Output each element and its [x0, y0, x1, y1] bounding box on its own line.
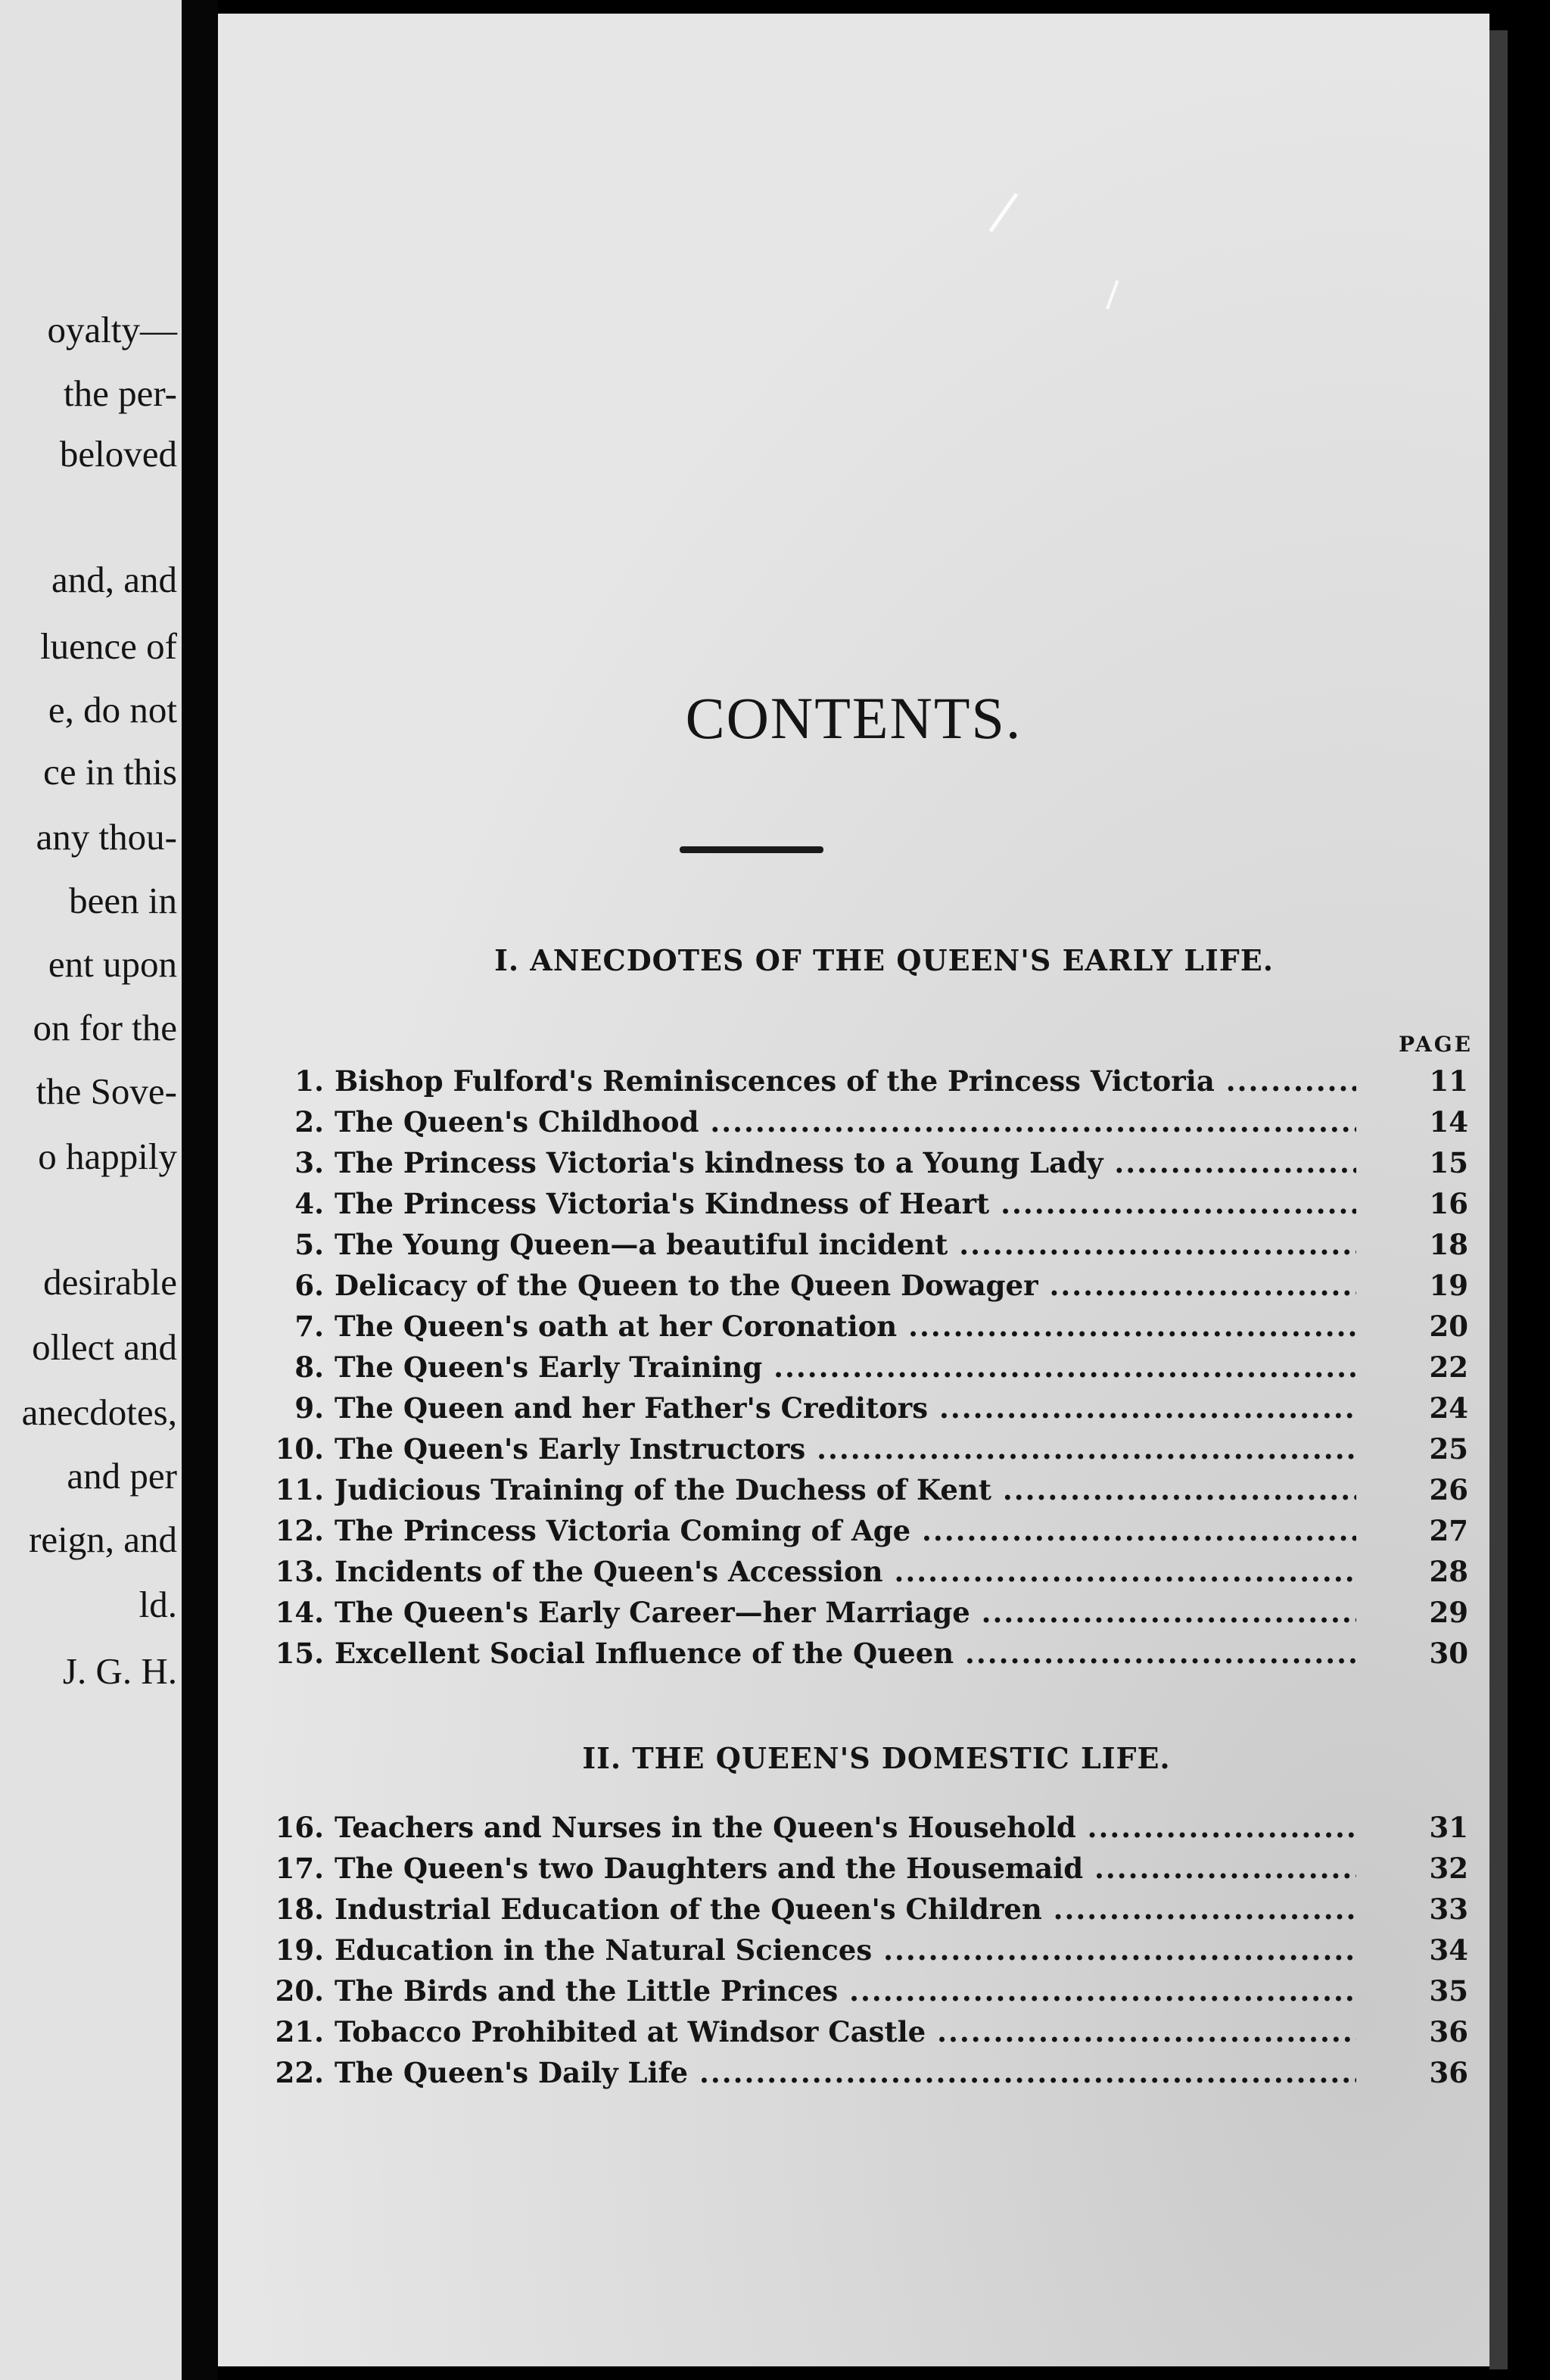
toc-entry-title-wrap: [335, 1391, 1356, 1425]
toc-entry-title: Incidents of the Queen's Accession: [335, 1555, 883, 1588]
dot-leader: [1042, 1892, 1356, 1926]
toc-entry: [250, 1852, 1476, 1892]
toc-entry: [250, 1228, 1476, 1269]
page-title: CONTENTS.: [685, 685, 1022, 751]
toc-entry: [250, 1391, 1476, 1432]
toc-entry-number: 16.: [275, 1811, 324, 1844]
toc-entry: [250, 1105, 1476, 1146]
toc-entry-page: 35: [1429, 1974, 1468, 2008]
toc-entry-page: 28: [1429, 1555, 1468, 1588]
toc-entry-title: Education in the Natural Sciences: [335, 1933, 873, 1967]
dot-leader: [688, 2056, 1356, 2089]
toc-entry: [250, 1555, 1476, 1596]
toc-entry-title-wrap: [335, 2015, 1356, 2048]
toc-entry-number: 11.: [275, 1473, 324, 1506]
toc-entry-page: 31: [1429, 1811, 1468, 1844]
toc-entry-title-wrap: [335, 1933, 1356, 1967]
toc-entry-title: The Birds and the Little Princes: [335, 1974, 839, 2008]
toc-list-section-1: [250, 1064, 1476, 1678]
toc-entry-page: 19: [1429, 1269, 1468, 1302]
left-page-line: and, and: [51, 559, 177, 600]
toc-entry-title: The Queen and her Father's Creditors: [335, 1391, 929, 1425]
toc-entry-number: 12.: [275, 1514, 324, 1547]
toc-entry: [250, 1473, 1476, 1514]
left-page-line: reign, and: [29, 1519, 177, 1560]
left-page-line: on for the: [33, 1007, 177, 1048]
toc-entry: [250, 2015, 1476, 2056]
section-heading-1: I. ANECDOTES OF THE QUEEN'S EARLY LIFE.: [494, 943, 1274, 977]
toc-entry: [250, 1269, 1476, 1310]
left-page-line: luence of: [40, 625, 177, 667]
toc-entry: [250, 1811, 1476, 1852]
toc-entry-number: 18.: [275, 1892, 324, 1926]
pencil-mark: [1100, 278, 1119, 310]
title-rule: [680, 846, 823, 853]
toc-entry-page: 36: [1429, 2056, 1468, 2089]
left-page-line: any thou-: [36, 816, 177, 858]
left-page-line: ce in this: [43, 751, 177, 793]
toc-entry-title-wrap: [335, 1811, 1356, 1844]
toc-entry-title-wrap: [335, 1555, 1356, 1588]
toc-entry-page: 18: [1429, 1228, 1468, 1261]
left-page-line: oyalty—: [47, 309, 177, 350]
contents-page: [218, 14, 1489, 2366]
toc-entry-number: 14.: [275, 1596, 324, 1629]
dot-leader: [838, 1974, 1356, 2008]
left-page-line: e, do not: [48, 689, 177, 731]
toc-entry-number: 22.: [275, 2056, 324, 2089]
toc-entry-number: 15.: [275, 1637, 324, 1670]
left-page-line: anecdotes,: [21, 1391, 177, 1433]
section-heading-2: II. THE QUEEN'S DOMESTIC LIFE.: [582, 1741, 1171, 1775]
toc-entry-page: 33: [1429, 1892, 1468, 1926]
toc-entry-title: The Queen's Daily Life: [335, 2056, 689, 2089]
left-page-line: and per: [67, 1455, 177, 1497]
toc-entry-title-wrap: [335, 1637, 1356, 1670]
toc-entry: [250, 1187, 1476, 1228]
toc-entry-title-wrap: [335, 2056, 1356, 2089]
left-page-line: the Sove-: [36, 1070, 177, 1112]
toc-entry-number: 13.: [275, 1555, 324, 1588]
toc-entry-title: Judicious Training of the Duchess of Kent: [335, 1473, 991, 1506]
toc-entry: [250, 1064, 1476, 1105]
toc-entry: [250, 1933, 1476, 1974]
dot-leader: [897, 1310, 1356, 1343]
toc-entry-title: Industrial Education of the Queen's Children: [335, 1892, 1042, 1926]
dot-leader: [1076, 1811, 1356, 1844]
dot-leader: [1083, 1852, 1356, 1885]
left-page-line: ent upon: [48, 943, 177, 985]
toc-entry-page: 24: [1429, 1391, 1468, 1425]
toc-entry-page: 22: [1429, 1350, 1468, 1384]
toc-entry-title-wrap: [335, 1187, 1356, 1220]
toc-entry: [250, 1350, 1476, 1391]
toc-entry-title: The Queen's Early Instructors: [335, 1432, 806, 1466]
toc-entry-title: The Princess Victoria Coming of Age: [335, 1514, 911, 1547]
toc-entry-title: The Queen's oath at her Coronation: [335, 1310, 898, 1343]
toc-entry-number: 1.: [294, 1064, 324, 1098]
toc-entry-title: Teachers and Nurses in the Queen's Household: [335, 1811, 1076, 1844]
toc-entry-page: 29: [1429, 1596, 1468, 1629]
toc-entry-number: 21.: [275, 2015, 324, 2048]
toc-entry-title-wrap: [335, 1146, 1356, 1179]
toc-entry-number: 4.: [294, 1187, 324, 1220]
toc-entry: [250, 1892, 1476, 1933]
dot-leader: [872, 1933, 1356, 1967]
dot-leader: [762, 1350, 1356, 1384]
toc-entry-title-wrap: [335, 1310, 1356, 1343]
toc-entry-page: 27: [1429, 1514, 1468, 1547]
toc-entry-title-wrap: [335, 1974, 1356, 2008]
toc-entry: [250, 1432, 1476, 1473]
left-page-line: been in: [69, 880, 177, 921]
toc-entry-page: 25: [1429, 1432, 1468, 1466]
dot-leader: [954, 1637, 1356, 1670]
toc-entry-title-wrap: [335, 1105, 1356, 1139]
pencil-mark: [989, 193, 1056, 258]
toc-entry-title-wrap: [335, 1432, 1356, 1466]
dot-leader: [883, 1555, 1356, 1588]
left-page-line: o happily: [38, 1135, 177, 1177]
toc-entry-number: 7.: [294, 1310, 324, 1343]
toc-entry-title-wrap: [335, 1269, 1356, 1302]
toc-entry-page: 20: [1429, 1310, 1468, 1343]
page-edge-shadow: [1489, 30, 1508, 2369]
toc-entry-title-wrap: [335, 1852, 1356, 1885]
book-gutter: [182, 0, 218, 2380]
toc-entry-number: 6.: [294, 1269, 324, 1302]
dot-leader: [970, 1596, 1356, 1629]
toc-entry-number: 19.: [275, 1933, 324, 1967]
left-page-fragment: [0, 0, 182, 2380]
toc-entry-title-wrap: [335, 1228, 1356, 1261]
toc-entry-title-wrap: [335, 1064, 1356, 1098]
toc-entry-title: The Queen's Early Career—her Marriage: [335, 1596, 970, 1629]
toc-entry-page: 32: [1429, 1852, 1468, 1885]
toc-entry-page: 26: [1429, 1473, 1468, 1506]
dot-leader: [699, 1105, 1356, 1139]
toc-entry-page: 34: [1429, 1933, 1468, 1967]
toc-entry-title: The Queen's Childhood: [335, 1105, 699, 1139]
toc-entry: [250, 1146, 1476, 1187]
toc-entry-number: 20.: [275, 1974, 324, 2008]
toc-entry-page: 30: [1429, 1637, 1468, 1670]
toc-entry-title: Bishop Fulford's Reminiscences of the Princess Victoria: [335, 1064, 1215, 1098]
toc-entry: [250, 2056, 1476, 2097]
left-page-line: ollect and: [32, 1326, 177, 1368]
toc-entry: [250, 1974, 1476, 2015]
dot-leader: [805, 1432, 1356, 1466]
toc-entry-number: 8.: [294, 1350, 324, 1384]
left-page-line: desirable: [43, 1261, 177, 1303]
toc-entry: [250, 1310, 1476, 1350]
toc-entry-title: The Queen's two Daughters and the Housemaid: [335, 1852, 1084, 1885]
dot-leader: [926, 2015, 1356, 2048]
dot-leader: [1038, 1269, 1356, 1302]
toc-entry-number: 17.: [275, 1852, 324, 1885]
toc-entry: [250, 1514, 1476, 1555]
toc-entry-title: The Princess Victoria's kindness to a Young Lady: [335, 1146, 1103, 1179]
left-page-line: J. G. H.: [62, 1650, 177, 1692]
toc-entry-title-wrap: [335, 1350, 1356, 1384]
toc-entry-page: 16: [1429, 1187, 1468, 1220]
toc-entry-page: 36: [1429, 2015, 1468, 2048]
toc-entry-title: The Queen's Early Training: [335, 1350, 763, 1384]
toc-entry-title: Delicacy of the Queen to the Queen Dowager: [335, 1269, 1038, 1302]
toc-entry-number: 2.: [294, 1105, 324, 1139]
page-column-label: PAGE: [1399, 1032, 1473, 1057]
toc-entry: [250, 1637, 1476, 1678]
left-page-line: the per-: [63, 372, 177, 414]
left-page-line: ld.: [139, 1584, 177, 1625]
toc-entry: [250, 1596, 1476, 1637]
toc-entry-number: 10.: [275, 1432, 324, 1466]
toc-entry-title: Tobacco Prohibited at Windsor Castle: [335, 2015, 926, 2048]
toc-entry-title-wrap: [335, 1892, 1356, 1926]
toc-entry-title: The Princess Victoria's Kindness of Heart: [335, 1187, 990, 1220]
dot-leader: [991, 1473, 1356, 1506]
toc-entry-page: 14: [1429, 1105, 1468, 1139]
toc-entry-title-wrap: [335, 1514, 1356, 1547]
dot-leader: [910, 1514, 1356, 1547]
toc-entry-title-wrap: [335, 1596, 1356, 1629]
dot-leader: [948, 1228, 1356, 1261]
left-page-line: beloved: [59, 433, 177, 475]
toc-list-section-2: [250, 1811, 1476, 2097]
toc-entry-title: The Young Queen—a beautiful incident: [335, 1228, 948, 1261]
toc-entry-number: 3.: [294, 1146, 324, 1179]
dot-leader: [989, 1187, 1356, 1220]
toc-entry-title: Excellent Social Influence of the Queen: [335, 1637, 954, 1670]
toc-entry-page: 11: [1429, 1064, 1468, 1098]
dot-leader: [928, 1391, 1356, 1425]
toc-entry-number: 5.: [294, 1228, 324, 1261]
dot-leader: [1215, 1064, 1356, 1098]
toc-entry-number: 9.: [294, 1391, 324, 1425]
dot-leader: [1103, 1146, 1356, 1179]
toc-entry-title-wrap: [335, 1473, 1356, 1506]
toc-entry-page: 15: [1429, 1146, 1468, 1179]
